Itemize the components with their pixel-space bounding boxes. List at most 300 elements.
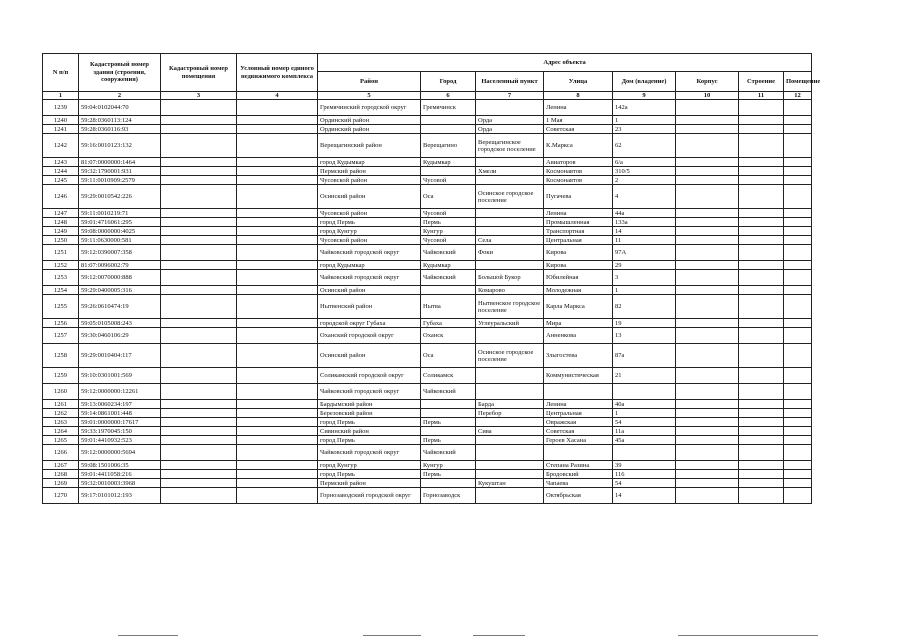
cell-house: 39 xyxy=(613,461,676,470)
cell-city: Кунгур xyxy=(421,461,476,470)
cell-room xyxy=(784,436,812,445)
cell-settlement xyxy=(476,176,544,185)
cell-conditional xyxy=(237,488,318,504)
cell-cadastral: 59:12:0070000:888 xyxy=(79,270,161,286)
cell-cadastral: 59:30:0460106:29 xyxy=(79,328,161,344)
cell-room-cadastral xyxy=(161,384,237,400)
cell-district: Чусовской район xyxy=(318,236,421,245)
cell-district: город Кудымкар xyxy=(318,261,421,270)
cell-cadastral: 59:28:0360113:124 xyxy=(79,116,161,125)
cell-room-cadastral xyxy=(161,158,237,167)
cell-settlement: Сива xyxy=(476,427,544,436)
cell-room xyxy=(784,227,812,236)
cell-house: 11а xyxy=(613,427,676,436)
cell-district: Чайковский городской округ xyxy=(318,245,421,261)
table-row xyxy=(43,368,812,384)
cell-number: 1249 xyxy=(43,227,79,236)
table-row xyxy=(43,488,812,504)
cell-room xyxy=(784,125,812,134)
cell-district: город Пермь xyxy=(318,418,421,427)
cell-house: 142а xyxy=(613,100,676,116)
cell-number: 1253 xyxy=(43,270,79,286)
cell-building xyxy=(739,218,784,227)
cell-number: 1243 xyxy=(43,158,79,167)
cell-room-cadastral xyxy=(161,409,237,418)
table-row xyxy=(43,409,812,418)
cell-settlement: Осинское городское поселение xyxy=(476,344,544,368)
footer-rule-segment xyxy=(118,635,178,636)
column-number: 12 xyxy=(784,92,812,100)
cell-city: Чусовой xyxy=(421,236,476,245)
cell-building xyxy=(739,176,784,185)
cell-room xyxy=(784,319,812,328)
cell-room xyxy=(784,479,812,488)
cell-settlement: Осинское городское поселение xyxy=(476,185,544,209)
footer-rule xyxy=(118,635,818,637)
cell-house: 45а xyxy=(613,436,676,445)
cell-cadastral: 59:13:0060234:197 xyxy=(79,400,161,409)
cell-city: Пермь xyxy=(421,418,476,427)
cell-city: Чайковский xyxy=(421,245,476,261)
cell-room xyxy=(784,344,812,368)
cell-cadastral: 59:01:0000000:17617 xyxy=(79,418,161,427)
cell-city xyxy=(421,125,476,134)
cell-korpus xyxy=(676,436,739,445)
cell-number: 1244 xyxy=(43,167,79,176)
cell-house: 54 xyxy=(613,418,676,427)
cell-korpus xyxy=(676,218,739,227)
cell-korpus xyxy=(676,158,739,167)
cell-number: 1245 xyxy=(43,176,79,185)
cell-cadastral: 59:28:0360116:93 xyxy=(79,125,161,134)
cell-conditional xyxy=(237,470,318,479)
cell-number: 1267 xyxy=(43,461,79,470)
cell-cadastral: 59:33:1970045:150 xyxy=(79,427,161,436)
cell-room xyxy=(784,295,812,319)
cell-cadastral: 59:29:0400005:316 xyxy=(79,286,161,295)
table-row xyxy=(43,479,812,488)
cell-conditional xyxy=(237,236,318,245)
header-room-cadastral: Кадастровый номер помещения xyxy=(161,54,237,92)
cell-district: Верещагинский район xyxy=(318,134,421,158)
cell-city: Кудымкар xyxy=(421,158,476,167)
cell-city: Губаха xyxy=(421,319,476,328)
cell-number: 1240 xyxy=(43,116,79,125)
cell-conditional xyxy=(237,185,318,209)
cell-conditional xyxy=(237,227,318,236)
cell-room xyxy=(784,418,812,427)
cell-room-cadastral xyxy=(161,125,237,134)
cell-number: 1239 xyxy=(43,100,79,116)
cell-number: 1242 xyxy=(43,134,79,158)
cell-conditional xyxy=(237,261,318,270)
cell-settlement xyxy=(476,384,544,400)
cell-number: 1258 xyxy=(43,344,79,368)
cell-house: 82 xyxy=(613,295,676,319)
cell-cadastral: 59:11:0630000:581 xyxy=(79,236,161,245)
cell-city: Чайковский xyxy=(421,384,476,400)
cell-number: 1266 xyxy=(43,445,79,461)
header-cadastral: Кадастровый номер здания (строения, сооружения) xyxy=(79,54,161,92)
cell-conditional xyxy=(237,286,318,295)
table-row xyxy=(43,436,812,445)
cell-district: Чусовской район xyxy=(318,209,421,218)
cell-cadastral: 59:01:4410932:523 xyxy=(79,436,161,445)
cell-building xyxy=(739,286,784,295)
cell-street: Мира xyxy=(544,319,613,328)
cell-room-cadastral xyxy=(161,100,237,116)
table-row xyxy=(43,176,812,185)
cell-room xyxy=(784,176,812,185)
table-row xyxy=(43,185,812,209)
cell-settlement: Перебор xyxy=(476,409,544,418)
cell-building xyxy=(739,368,784,384)
cell-cadastral: 59:17:0101012:193 xyxy=(79,488,161,504)
cell-settlement: Большой Букор xyxy=(476,270,544,286)
cell-district: город Кунгур xyxy=(318,461,421,470)
cell-room xyxy=(784,100,812,116)
footer-rule-segment xyxy=(678,635,818,636)
footer-rule-segment xyxy=(473,635,525,636)
cell-house: 21 xyxy=(613,368,676,384)
column-number: 5 xyxy=(318,92,421,100)
cell-building xyxy=(739,470,784,479)
cell-settlement xyxy=(476,436,544,445)
cell-street: Анненкова xyxy=(544,328,613,344)
cell-cadastral: 59:12:0000000:12261 xyxy=(79,384,161,400)
cell-cadastral: 59:12:0390007:358 xyxy=(79,245,161,261)
cell-korpus xyxy=(676,134,739,158)
cell-korpus xyxy=(676,368,739,384)
cell-room-cadastral xyxy=(161,270,237,286)
cell-korpus xyxy=(676,185,739,209)
cell-house: 310/5 xyxy=(613,167,676,176)
cell-room xyxy=(784,218,812,227)
cell-cadastral: 59:10:0301001:569 xyxy=(79,368,161,384)
cell-settlement: Нытвенское городское поселение xyxy=(476,295,544,319)
cell-district: Бардымский район xyxy=(318,400,421,409)
cell-korpus xyxy=(676,270,739,286)
cell-district: Пермский район xyxy=(318,479,421,488)
cell-korpus xyxy=(676,227,739,236)
cell-cadastral: 59:14:0861001:448 xyxy=(79,409,161,418)
cell-korpus xyxy=(676,245,739,261)
cell-settlement: Орда xyxy=(476,125,544,134)
cell-building xyxy=(739,328,784,344)
cell-room-cadastral xyxy=(161,134,237,158)
cell-settlement: Комарово xyxy=(476,286,544,295)
header-address: Адрес объекта xyxy=(318,54,812,72)
cell-room-cadastral xyxy=(161,295,237,319)
cell-building xyxy=(739,427,784,436)
cell-korpus xyxy=(676,116,739,125)
cell-room-cadastral xyxy=(161,185,237,209)
cell-room xyxy=(784,461,812,470)
cell-house xyxy=(613,445,676,461)
cell-korpus xyxy=(676,344,739,368)
cell-cadastral: 59:01:4411058:216 xyxy=(79,470,161,479)
cell-room xyxy=(784,286,812,295)
cell-building xyxy=(739,236,784,245)
cell-room-cadastral xyxy=(161,261,237,270)
cell-number: 1257 xyxy=(43,328,79,344)
table-row xyxy=(43,319,812,328)
cell-korpus xyxy=(676,479,739,488)
table-row xyxy=(43,400,812,409)
cell-cadastral: 81:07:0096002:79 xyxy=(79,261,161,270)
table-row xyxy=(43,470,812,479)
cell-korpus xyxy=(676,418,739,427)
cell-room-cadastral xyxy=(161,461,237,470)
cell-street: Советская xyxy=(544,125,613,134)
cell-house: 14 xyxy=(613,227,676,236)
cell-district: город Пермь xyxy=(318,436,421,445)
cell-district: Березовский район xyxy=(318,409,421,418)
registry-sheet xyxy=(42,53,821,504)
cell-settlement xyxy=(476,488,544,504)
cell-district: Гремячинский городской округ xyxy=(318,100,421,116)
cell-room-cadastral xyxy=(161,436,237,445)
cell-house: 1 xyxy=(613,286,676,295)
cell-korpus xyxy=(676,236,739,245)
cell-room xyxy=(784,427,812,436)
cell-conditional xyxy=(237,328,318,344)
cell-room-cadastral xyxy=(161,427,237,436)
cell-number: 1269 xyxy=(43,479,79,488)
cell-city: Нытва xyxy=(421,295,476,319)
table-body xyxy=(43,100,812,504)
cell-conditional xyxy=(237,461,318,470)
cell-room xyxy=(784,209,812,218)
cell-house: 6/а xyxy=(613,158,676,167)
cell-building xyxy=(739,319,784,328)
cell-korpus xyxy=(676,100,739,116)
cell-street: Центральная xyxy=(544,236,613,245)
cell-number: 1250 xyxy=(43,236,79,245)
cell-district: Чайковский городской округ xyxy=(318,270,421,286)
cell-building xyxy=(739,245,784,261)
cell-house: 1 xyxy=(613,409,676,418)
column-number: 10 xyxy=(676,92,739,100)
cell-korpus xyxy=(676,209,739,218)
cell-cadastral: 59:32:1790001:931 xyxy=(79,167,161,176)
cell-street: Транспортная xyxy=(544,227,613,236)
cell-street: Героев Хасана xyxy=(544,436,613,445)
cell-conditional xyxy=(237,295,318,319)
cell-settlement: Хмели xyxy=(476,167,544,176)
cell-number: 1246 xyxy=(43,185,79,209)
cell-room xyxy=(784,167,812,176)
cell-korpus xyxy=(676,286,739,295)
cell-house xyxy=(613,384,676,400)
cell-city xyxy=(421,427,476,436)
column-number: 1 xyxy=(43,92,79,100)
cell-room xyxy=(784,400,812,409)
cell-district: Оханский городской округ xyxy=(318,328,421,344)
cell-number: 1255 xyxy=(43,295,79,319)
cell-room xyxy=(784,488,812,504)
cell-room-cadastral xyxy=(161,116,237,125)
cell-city: Кудымкар xyxy=(421,261,476,270)
cell-korpus xyxy=(676,470,739,479)
column-number-row xyxy=(43,92,812,100)
cell-building xyxy=(739,116,784,125)
column-number: 4 xyxy=(237,92,318,100)
cell-building xyxy=(739,270,784,286)
cell-city: Чусовой xyxy=(421,209,476,218)
column-number: 7 xyxy=(476,92,544,100)
cell-number: 1252 xyxy=(43,261,79,270)
cell-cadastral: 59:26:0610474:19 xyxy=(79,295,161,319)
cell-street: Кирова xyxy=(544,261,613,270)
header-building: Строение xyxy=(739,72,784,92)
cell-settlement xyxy=(476,418,544,427)
cell-number: 1248 xyxy=(43,218,79,227)
cell-room-cadastral xyxy=(161,400,237,409)
cell-house: 2 xyxy=(613,176,676,185)
cell-conditional xyxy=(237,418,318,427)
cell-district: Осинский район xyxy=(318,185,421,209)
cell-street: Молодежная xyxy=(544,286,613,295)
cell-number: 1270 xyxy=(43,488,79,504)
cell-settlement: Кукуштан xyxy=(476,479,544,488)
cell-house: 11 xyxy=(613,236,676,245)
cell-conditional xyxy=(237,409,318,418)
cell-cadastral: 59:04:0102044:70 xyxy=(79,100,161,116)
cell-korpus xyxy=(676,125,739,134)
cell-room xyxy=(784,158,812,167)
cell-city xyxy=(421,167,476,176)
cell-korpus xyxy=(676,400,739,409)
cell-room-cadastral xyxy=(161,227,237,236)
cell-house: 133а xyxy=(613,218,676,227)
cell-conditional xyxy=(237,427,318,436)
cell-korpus xyxy=(676,445,739,461)
column-number: 3 xyxy=(161,92,237,100)
cell-room xyxy=(784,470,812,479)
cell-district: Ординский район xyxy=(318,125,421,134)
footer-rule-segment xyxy=(363,635,421,636)
cell-street: Овражская xyxy=(544,418,613,427)
cell-settlement xyxy=(476,100,544,116)
cell-city: Кунгур xyxy=(421,227,476,236)
cell-conditional xyxy=(237,125,318,134)
cell-settlement: Барда xyxy=(476,400,544,409)
cell-building xyxy=(739,400,784,409)
cell-district: Пермский район xyxy=(318,167,421,176)
cell-building xyxy=(739,158,784,167)
cell-conditional xyxy=(237,319,318,328)
cell-street: Советская xyxy=(544,427,613,436)
cell-building xyxy=(739,227,784,236)
cell-conditional xyxy=(237,479,318,488)
cell-korpus xyxy=(676,384,739,400)
header-settlement: Населенный пункт xyxy=(476,72,544,92)
column-number: 2 xyxy=(79,92,161,100)
cell-korpus xyxy=(676,261,739,270)
cell-street: Пугачева xyxy=(544,185,613,209)
cell-room-cadastral xyxy=(161,218,237,227)
cell-room-cadastral xyxy=(161,488,237,504)
cell-street: Центральная xyxy=(544,409,613,418)
cell-building xyxy=(739,295,784,319)
cell-building xyxy=(739,384,784,400)
cell-city xyxy=(421,116,476,125)
cell-settlement xyxy=(476,261,544,270)
cell-street: Юбилейная xyxy=(544,270,613,286)
cell-settlement xyxy=(476,328,544,344)
cell-building xyxy=(739,261,784,270)
cell-street: Коммунистическая xyxy=(544,368,613,384)
cell-street: Кирова xyxy=(544,245,613,261)
cell-cadastral: 59:16:0010123:132 xyxy=(79,134,161,158)
cell-house: 1 xyxy=(613,116,676,125)
cell-building xyxy=(739,167,784,176)
cell-room-cadastral xyxy=(161,209,237,218)
cell-room xyxy=(784,368,812,384)
cell-house: 4 xyxy=(613,185,676,209)
cell-conditional xyxy=(237,245,318,261)
cell-street: Авиаторов xyxy=(544,158,613,167)
cell-street: Космонавтов xyxy=(544,167,613,176)
cell-room-cadastral xyxy=(161,470,237,479)
column-number: 11 xyxy=(739,92,784,100)
cell-conditional xyxy=(237,270,318,286)
cell-room xyxy=(784,116,812,125)
cell-room-cadastral xyxy=(161,344,237,368)
cell-building xyxy=(739,209,784,218)
cell-cadastral: 59:01:4716061:295 xyxy=(79,218,161,227)
cell-street: Промышленная xyxy=(544,218,613,227)
cell-cadastral: 59:08:0000000:4025 xyxy=(79,227,161,236)
cell-city: Пермь xyxy=(421,218,476,227)
cell-conditional xyxy=(237,167,318,176)
column-number: 8 xyxy=(544,92,613,100)
cell-cadastral: 59:11:0010909:2579 xyxy=(79,176,161,185)
cell-city: Оса xyxy=(421,185,476,209)
cell-conditional xyxy=(237,116,318,125)
cell-building xyxy=(739,100,784,116)
cell-city: Чайковский xyxy=(421,270,476,286)
column-number: 6 xyxy=(421,92,476,100)
cell-district: Осинский район xyxy=(318,344,421,368)
table-row xyxy=(43,270,812,286)
cell-cadastral: 59:08:1501006:35 xyxy=(79,461,161,470)
cell-building xyxy=(739,461,784,470)
cell-cadastral: 59:32:0010003:3968 xyxy=(79,479,161,488)
cell-city: Горнозаводск xyxy=(421,488,476,504)
cell-cadastral: 59:11:0010219:71 xyxy=(79,209,161,218)
table-row xyxy=(43,134,812,158)
cell-street: К.Маркса xyxy=(544,134,613,158)
cell-number: 1268 xyxy=(43,470,79,479)
cell-number: 1256 xyxy=(43,319,79,328)
header-house: Дом (владение) xyxy=(613,72,676,92)
cell-city: Чусовой xyxy=(421,176,476,185)
cell-settlement: Верещагинское городское поселение xyxy=(476,134,544,158)
header-n: N п/п xyxy=(43,54,79,92)
cell-room xyxy=(784,384,812,400)
cell-street: Чапаева xyxy=(544,479,613,488)
column-number: 9 xyxy=(613,92,676,100)
cell-street: Ленина xyxy=(544,209,613,218)
cell-room xyxy=(784,236,812,245)
cell-settlement xyxy=(476,368,544,384)
table-row xyxy=(43,328,812,344)
table-row xyxy=(43,245,812,261)
cell-house: 3 xyxy=(613,270,676,286)
cell-city: Оса xyxy=(421,344,476,368)
